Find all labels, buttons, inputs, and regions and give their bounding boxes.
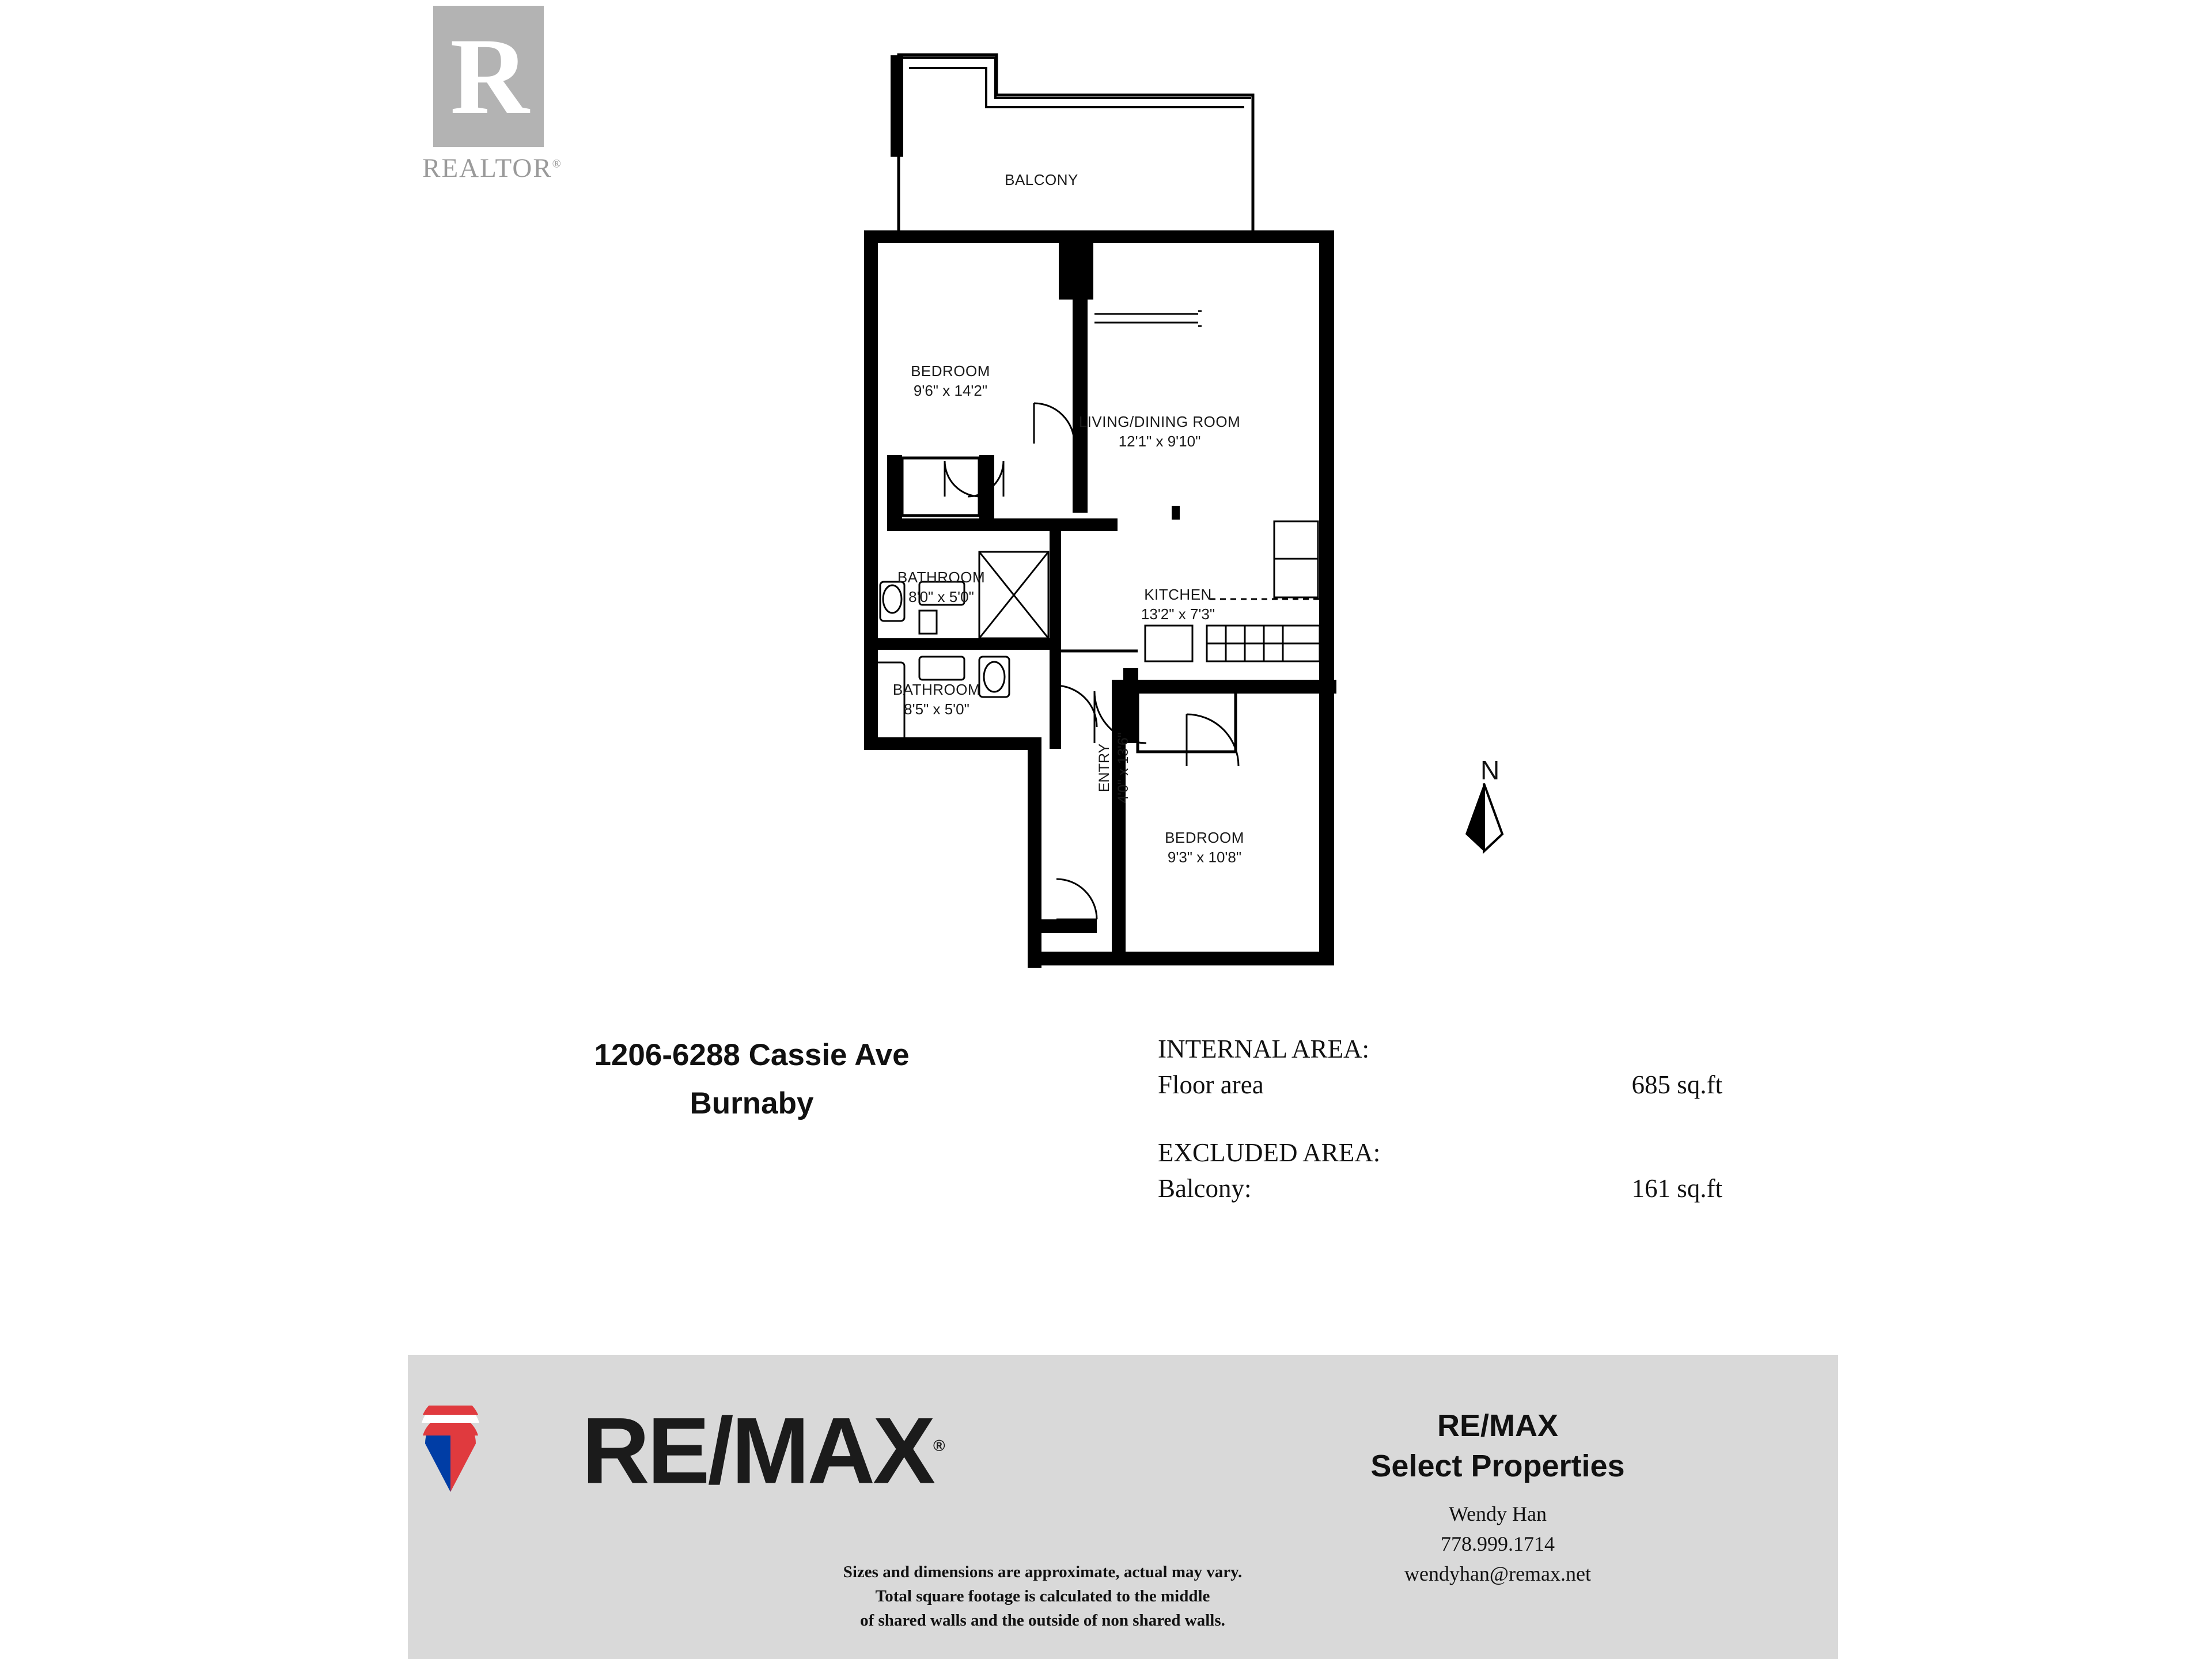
room-label-living-dining — [1044, 412, 1275, 451]
internal-area-value: 685 sq.ft — [1631, 1070, 1722, 1099]
disclaimer-line-2: Total square footage is calculated to the middle — [875, 1587, 1210, 1605]
room-label-bedroom-2 — [1109, 828, 1300, 867]
room-name: BEDROOM — [1165, 829, 1244, 846]
room-name: ENTRY — [1096, 743, 1112, 793]
room-label-bathroom-2 — [842, 680, 1032, 719]
address-block — [495, 1031, 1008, 1128]
room-dimensions: 12'1" x 9'10" — [1118, 433, 1201, 450]
agent-contact-block — [1267, 1406, 1728, 1589]
remax-wordmark-text: RE/MAX — [582, 1397, 933, 1503]
area-spacer — [1158, 1103, 1734, 1135]
room-dimensions: 9'3" x 10'8" — [1167, 849, 1242, 866]
room-name: KITCHEN — [1144, 586, 1212, 603]
room-name: BEDROOM — [911, 362, 990, 380]
remax-wordmark — [582, 1397, 943, 1503]
room-name: LIVING/DINING ROOM — [1078, 413, 1241, 430]
room-label-bedroom-1 — [858, 361, 1043, 400]
excluded-area-row — [1158, 1171, 1734, 1206]
room-name: BATHROOM — [892, 681, 981, 698]
agent-email[interactable]: wendyhan@remax.net — [1404, 1562, 1592, 1585]
excluded-area-label: Balcony: — [1158, 1174, 1252, 1203]
excluded-area-value: 161 sq.ft — [1631, 1174, 1722, 1203]
room-dimensions: 8'0" x 5'0" — [908, 588, 974, 605]
room-name: BATHROOM — [897, 569, 986, 586]
room-name: BALCONY — [1005, 171, 1078, 188]
room-label-entry — [1095, 693, 1133, 843]
room-dimensions: 4'0" x 13'6" — [1115, 732, 1131, 804]
room-dimensions: 9'6" x 14'2" — [913, 382, 988, 399]
room-label-kitchen — [1083, 585, 1273, 624]
address-line-1: 1206-6288 Cassie Ave — [594, 1038, 910, 1072]
realtor-wordmark-text: REALTOR — [422, 153, 552, 183]
room-dimensions: 13'2" x 7'3" — [1141, 605, 1215, 623]
remax-registered-icon: ® — [933, 1437, 943, 1455]
compass-north-icon — [1446, 755, 1544, 858]
internal-area-label: Floor area — [1158, 1070, 1264, 1099]
agent-name: Wendy Han — [1448, 1502, 1547, 1525]
disclaimer-line-1: Sizes and dimensions are approximate, actual may vary. — [843, 1563, 1243, 1581]
agent-phone[interactable]: 778.999.1714 — [1441, 1532, 1555, 1555]
agent-brand-line-2: Select Properties — [1370, 1449, 1625, 1483]
room-dimensions: 8'5" x 5'0" — [904, 700, 969, 718]
area-summary — [1158, 1031, 1734, 1206]
room-label-balcony — [949, 170, 1134, 190]
compass-label: N — [1480, 755, 1500, 785]
agent-brand — [1267, 1406, 1728, 1486]
realtor-r-glyph: R — [450, 16, 527, 137]
disclaimer-text — [812, 1560, 1273, 1633]
address-line-2: Burnaby — [690, 1086, 814, 1120]
realtor-registered-icon: ® — [552, 157, 562, 171]
agent-brand-line-1: RE/MAX — [1437, 1408, 1558, 1443]
room-label-bathroom-1 — [846, 567, 1036, 607]
excluded-area-heading: EXCLUDED AREA: — [1158, 1138, 1381, 1167]
disclaimer-line-3: of shared walls and the outside of non shared walls. — [860, 1611, 1225, 1630]
internal-area-heading: INTERNAL AREA: — [1158, 1035, 1370, 1063]
internal-area-row — [1158, 1067, 1734, 1103]
remax-balloon-icon — [419, 1406, 482, 1492]
